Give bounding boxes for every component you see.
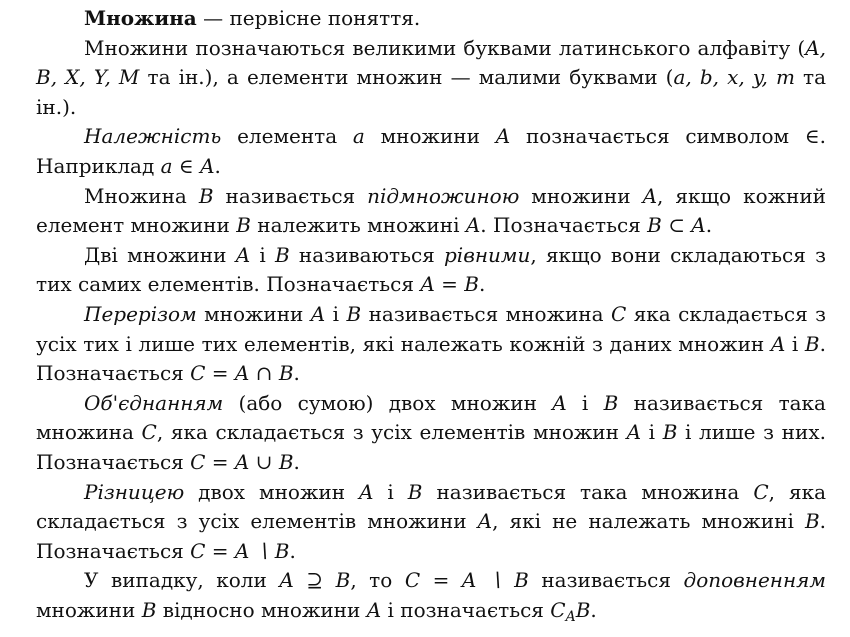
math: B <box>236 213 251 238</box>
term-equal: рівними <box>444 242 531 267</box>
text: і <box>325 301 347 326</box>
paragraph-equal-sets <box>36 241 826 300</box>
term-set: Множина <box>84 6 197 30</box>
math: B <box>662 420 678 445</box>
text: і позначається <box>381 597 551 622</box>
text: , якщо кожний елемент множини <box>36 183 826 238</box>
paragraph-complement <box>36 566 826 632</box>
paragraph-membership <box>36 122 826 181</box>
paragraph-difference <box>36 478 826 567</box>
text: називається така множина <box>36 390 826 445</box>
text: . <box>293 361 300 386</box>
text: , яка складається з усіх елементів множин <box>156 420 627 445</box>
math: A <box>235 242 251 267</box>
math: C = A ∖ B <box>190 538 290 563</box>
math-symbol: ∈ <box>804 124 820 149</box>
text: , яка складається з усіх елементів множини <box>36 479 826 534</box>
text: , то <box>350 568 405 593</box>
text: та ін.), а елементи множин — малими буквами ( <box>139 65 674 90</box>
text: називається <box>528 568 684 593</box>
math: a, b, x, y, m <box>673 65 795 90</box>
text: Множини позначаються великими буквами латинського алфавіту ( <box>84 35 806 60</box>
text: називається така множина <box>422 479 754 504</box>
math: A <box>310 301 326 326</box>
math: A = B <box>420 272 479 297</box>
math: B <box>198 183 214 208</box>
text: яка складається з усіх тих і лише тих елементів, які належать кожній з даних множин <box>36 301 826 356</box>
math: B <box>804 331 820 356</box>
math: C <box>610 301 627 326</box>
text: . Позначається <box>36 331 826 386</box>
text: називається <box>213 183 368 208</box>
text: . Позначається <box>36 509 826 563</box>
math: A ⊇ B <box>279 568 351 593</box>
text: . <box>293 449 300 474</box>
term-membership: Належність <box>84 124 222 149</box>
math: B ⊂ A <box>647 213 706 238</box>
math-subscript: A <box>565 609 576 626</box>
text: і <box>785 331 805 356</box>
text: і <box>373 479 408 504</box>
text: — первісне поняття. <box>196 6 421 30</box>
math: B <box>274 242 290 267</box>
math: B <box>804 509 820 534</box>
math: C <box>753 479 769 504</box>
math: A <box>495 124 511 149</box>
math: B <box>407 479 423 504</box>
math: A, B, X, Y, M <box>36 35 826 90</box>
text: , якщо вони складаються з тих самих елементів. Позначається <box>36 242 826 297</box>
math: C = A ∩ B <box>190 361 294 386</box>
text: та ін.). <box>36 65 826 119</box>
math: C <box>141 420 157 445</box>
text: . <box>590 597 597 622</box>
text: . Позначається <box>480 213 648 238</box>
text: множини <box>196 301 311 326</box>
math: B <box>346 301 362 326</box>
text: належить множині <box>250 213 466 238</box>
math: A <box>770 331 786 356</box>
text: і <box>641 420 663 445</box>
math: A <box>359 479 374 504</box>
text: . <box>214 153 221 178</box>
text: позначається символом <box>510 124 805 149</box>
text: і лише з них. Позначається <box>36 420 826 474</box>
text: , які не належать множині <box>492 509 805 534</box>
text: двох множин <box>184 479 359 504</box>
term-intersection: Перерізом <box>84 301 197 326</box>
math: B <box>141 597 157 622</box>
term-complement: доповненням <box>683 568 826 593</box>
text: називається множина <box>361 301 611 326</box>
text: (або сумою) двох множин <box>223 390 553 415</box>
term-subset: підмножиною <box>367 183 520 208</box>
text: і <box>566 390 604 415</box>
term-union: Об'єднанням <box>84 390 224 415</box>
text: елемента <box>221 124 353 149</box>
math: A <box>366 597 382 622</box>
text: множини <box>36 597 142 622</box>
math: A <box>477 509 493 534</box>
math: A <box>465 213 481 238</box>
text: і <box>250 242 275 267</box>
math: a ∈ A <box>160 153 215 178</box>
math: B <box>575 597 591 622</box>
paragraph-intersection <box>36 300 826 389</box>
math: C = A ∖ B <box>404 568 529 593</box>
text: Дві множини <box>84 242 236 267</box>
math: A <box>626 420 642 445</box>
math: a <box>352 124 365 149</box>
text: Множина <box>84 183 199 208</box>
text: . <box>705 213 713 238</box>
paragraph-union <box>36 389 826 478</box>
math: B <box>603 390 619 415</box>
paragraph-set-definition <box>36 4 826 34</box>
math: C <box>550 597 566 622</box>
math: A <box>552 390 567 415</box>
paragraph-set-notation <box>36 34 826 123</box>
text: . Наприклад <box>36 124 826 178</box>
text: . <box>478 272 486 297</box>
text: множини <box>519 183 643 208</box>
text: . <box>289 538 296 563</box>
paragraph-subset <box>36 182 826 241</box>
text: множини <box>364 124 496 149</box>
text: відносно множини <box>156 597 367 622</box>
text: називаються <box>289 242 444 267</box>
math: A <box>642 183 658 208</box>
text: У випадку, коли <box>84 568 280 593</box>
math: C = A ∪ B <box>190 449 294 474</box>
term-difference: Різницею <box>84 479 185 504</box>
